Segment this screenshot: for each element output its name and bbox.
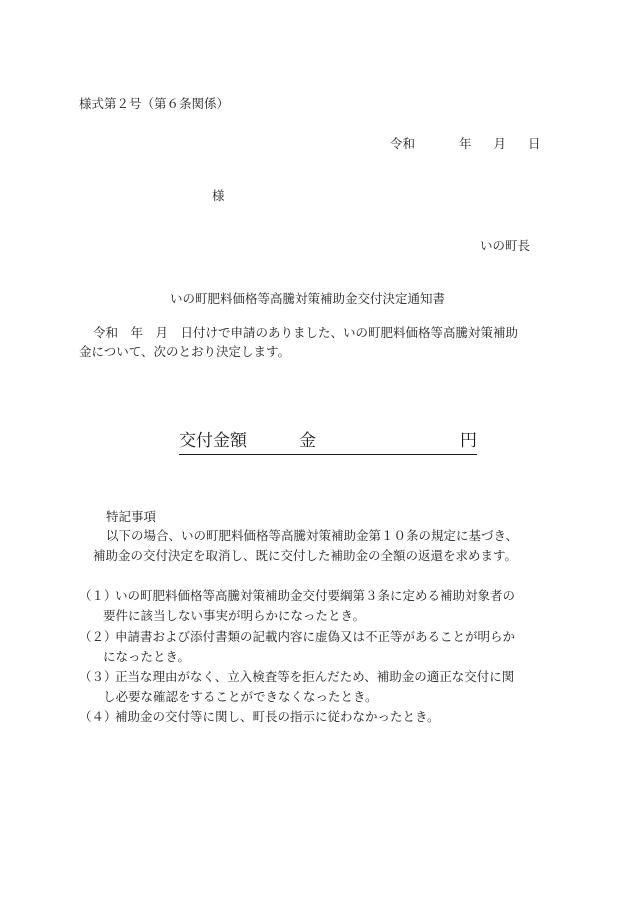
date-month: 月 — [493, 136, 507, 151]
condition-number: （３） — [79, 669, 117, 684]
recipient-suffix: 様 — [212, 188, 225, 203]
condition-text-line-1: 補助金の交付等に関し、町長の指示に従わなかったとき。 — [115, 709, 440, 724]
body-line-1: 令和 年 月 日付けで申請のありました、いの町肥料価格等高騰対策補助 — [93, 325, 519, 340]
condition-text-line-1: 申請書および添付書類の記載内容に虚偽又は不正等があることが明らか — [115, 629, 516, 644]
sender-name: いの町長 — [480, 238, 531, 253]
condition-text-line-1: 正当な理由がなく、立入検査等を拒んだため、補助金の適正な交付に関 — [115, 669, 515, 684]
form-number: 様式第２号（第６条関係） — [79, 96, 230, 111]
date-year: 年 — [459, 136, 472, 151]
grant-amount-prefix: 金 — [299, 431, 316, 451]
condition-text-line-1: いの町肥料価格等高騰対策補助金交付要綱第３条に定める補助対象者の — [115, 588, 516, 603]
body-line-2: 金について、次のとおり決定します。 — [79, 344, 291, 359]
special-notes-heading: 特記事項 — [106, 509, 157, 524]
condition-text-line-2: になったとき。 — [103, 649, 191, 664]
date-day: 日 — [528, 136, 541, 151]
condition-text-line-2: し必要な確認をすることができなくなったとき。 — [103, 689, 378, 704]
grant-amount-row — [179, 430, 477, 455]
grant-amount-unit: 円 — [460, 431, 477, 451]
grant-amount-label: 交付金額 — [179, 431, 247, 451]
date-era: 令和 — [390, 136, 416, 151]
condition-number: （１） — [79, 588, 117, 603]
condition-number: （４） — [79, 709, 117, 724]
date-line — [390, 136, 541, 152]
condition-number: （２） — [79, 629, 117, 644]
document-title: いの町肥料価格等高騰対策補助金交付決定通知書 — [170, 291, 446, 306]
condition-text-line-2: 要件に該当しない事実が明らかになったとき。 — [103, 608, 366, 623]
special-notes-line-1: 以下の場合、いの町肥料価格等高騰対策補助金第１０条の規定に基づき、 — [106, 528, 519, 543]
special-notes-line-2: 補助金の交付決定を取消し、既に交付した補助金の全額の返還を求めます。 — [93, 548, 518, 563]
